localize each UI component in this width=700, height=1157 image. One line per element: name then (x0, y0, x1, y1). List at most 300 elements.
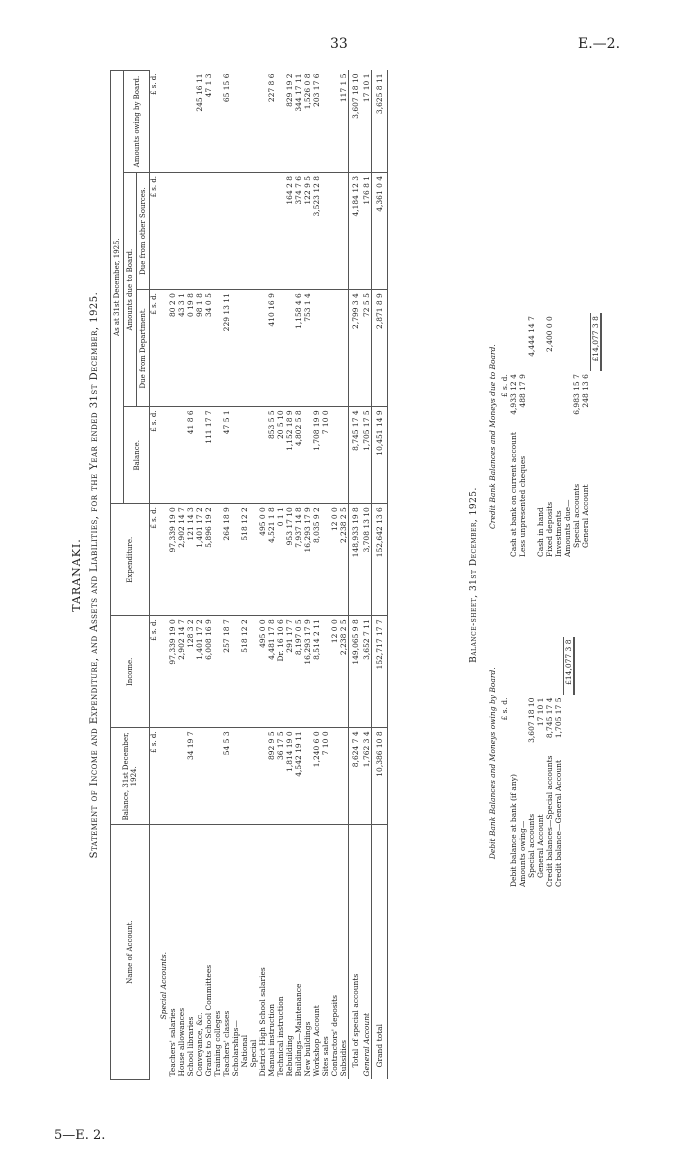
page-number: 33 (330, 36, 348, 52)
account-name: Buildings—Maintenance (294, 983, 303, 1077)
cell-other (240, 172, 249, 289)
table-row (222, 71, 231, 1080)
credit-total: £14,077 3 8 (590, 313, 601, 371)
balance-b (554, 637, 563, 695)
cell-income: 128 3 2 (186, 616, 195, 728)
cell-dept: 80 2 0 (168, 290, 177, 407)
cell-income: 2,902 14 7 (177, 616, 186, 728)
general-dept: 72 5 5 (362, 290, 372, 407)
account-name: Teachers' salaries (168, 1008, 177, 1077)
balance-b: 2,400 0 0 (545, 316, 554, 352)
account-name: Subsidies (339, 1039, 348, 1077)
balance-a: 1,705 17 5 (554, 697, 563, 739)
balance-label: Amounts owing— (518, 820, 527, 887)
cell-income: 257 18 7 (222, 616, 231, 728)
account-name: Special (249, 1039, 258, 1068)
balance-label: Amounts due— (563, 499, 572, 557)
total_special-dept: 2,799 3 4 (349, 290, 363, 407)
cell-bal: 41 8 6 (186, 407, 195, 504)
account-name: Teachers' classes (222, 1010, 231, 1077)
table-row (303, 71, 312, 1080)
debit-heading: Debit Bank Balances and Moneys owing by Board. (488, 667, 497, 860)
cell-b1924: 54 5 3 (222, 728, 231, 825)
balance-row (554, 637, 563, 890)
grand-income: 152,717 17 7 (372, 616, 388, 728)
cell-owing (186, 71, 195, 173)
cell-b1924 (258, 728, 267, 825)
cell-dept (240, 290, 249, 407)
col-as-at: As at 31st December, 1925. (111, 71, 124, 504)
cell-owing: 1,526 0 8 (303, 71, 312, 173)
balance-label: Fixed deposits (545, 501, 554, 557)
col-due-dept: Due from Department. (137, 290, 150, 407)
grand-row (372, 71, 388, 1080)
balance-a (554, 371, 563, 429)
section-header-row (159, 71, 168, 1080)
grand-exp: 152,642 13 6 (372, 504, 388, 616)
cell-b1924 (168, 728, 177, 825)
total_special-row (349, 71, 363, 1080)
general-owing: 17 10 1 (362, 71, 372, 173)
total_special-income: 149,065 9 8 (349, 616, 363, 728)
cell-dept: 753 1 4 (303, 290, 312, 407)
table-row (258, 71, 267, 1080)
cell-other (330, 172, 339, 289)
balance-label: Cash at bank on current account (509, 432, 518, 557)
cell-dept (258, 290, 267, 407)
cell-b1924 (177, 728, 186, 825)
table-row (294, 71, 303, 1080)
unit: £ s. d. (150, 71, 160, 173)
general-bal: 1,705 17 5 (362, 407, 372, 504)
account-name: New buildings (303, 1021, 312, 1077)
cell-dept (276, 290, 285, 407)
cell-owing (231, 71, 240, 173)
cell-exp: 0 1 1 (276, 504, 285, 616)
account-name: Workshop Account (312, 1005, 321, 1077)
table-row (339, 71, 349, 1080)
account-name: Scholarships— (231, 1020, 240, 1077)
balance-b (536, 313, 545, 371)
cell-exp: 97,339 19 0 (168, 504, 177, 616)
cell-owing (168, 71, 177, 173)
section-special: Special Accounts. (159, 952, 168, 1020)
cell-other (231, 172, 240, 289)
cell-dept (312, 290, 321, 407)
cell-other (195, 172, 204, 289)
total_special-other: 4,184 12 3 (349, 172, 363, 289)
cell-income: 16,293 17 9 (303, 616, 312, 728)
cell-income: 6,008 16 9 (204, 616, 213, 728)
account-name: Grants to School Committees (204, 964, 213, 1077)
col-expenditure: Expenditure. (111, 504, 150, 616)
cell-exp: 1,401 17 2 (195, 504, 204, 616)
grand-other: 4,361 0 4 (372, 172, 388, 289)
balance-a: 17 10 1 (536, 697, 545, 727)
col-name: Name of Account. (111, 825, 150, 1080)
col-balance: Balance. (124, 407, 150, 504)
units-row (150, 71, 160, 1080)
cell-dept: 410 16 9 (267, 290, 276, 407)
cell-exp (321, 504, 330, 616)
rotated-statement (50, 70, 650, 1080)
cell-dept: 0 19 8 (186, 290, 195, 407)
cell-owing (321, 71, 330, 173)
account-name: Training colleges (213, 1010, 222, 1077)
account-name: Sites sales (321, 1036, 330, 1077)
cell-b1924: 4,542 19 11 (294, 728, 303, 825)
balance-a (536, 371, 545, 429)
balance-label: Less unpresented cheques (518, 455, 527, 557)
table-row (285, 71, 294, 1080)
general-other: 176 8 1 (362, 172, 372, 289)
balance-b (518, 637, 527, 695)
cell-b1924 (339, 728, 349, 825)
cell-bal (330, 407, 339, 504)
cell-exp: 2,902 14 7 (177, 504, 186, 616)
cell-other (339, 172, 349, 289)
balance-row (572, 313, 581, 560)
cell-other (249, 172, 258, 289)
cell-dept: 34 0 5 (204, 290, 213, 407)
total_special-label: Total of special accounts (349, 825, 363, 1080)
cell-bal: 1,152 18 9 (285, 407, 294, 504)
cell-dept: 98 1 8 (195, 290, 204, 407)
balance-label: General Account (536, 814, 545, 878)
table-row (240, 71, 249, 1080)
table-row (177, 71, 186, 1080)
unit: £ s. d. (150, 504, 160, 616)
cell-dept (285, 290, 294, 407)
balance-b (509, 637, 518, 695)
cell-b1924 (303, 728, 312, 825)
cell-owing (240, 71, 249, 173)
cell-exp: 7,937 14 8 (294, 504, 303, 616)
cell-dept: 1,158 4 6 (294, 290, 303, 407)
col-balance-1924: Balance, 31st December, 1924. (111, 728, 150, 825)
cell-income: 291 17 7 (285, 616, 294, 728)
balance-row (527, 313, 536, 560)
cell-owing: 117 1 5 (339, 71, 349, 173)
cell-dept (339, 290, 349, 407)
balance-b (518, 313, 527, 371)
cell-bal (339, 407, 349, 504)
cell-bal (177, 407, 186, 504)
cell-b1924: 892 9 5 (267, 728, 276, 825)
balance-b (545, 637, 554, 695)
cell-owing: 829 19 2 (285, 71, 294, 173)
balance-a: 8,745 17 4 (545, 697, 554, 739)
cell-owing: 245 16 11 (195, 71, 204, 173)
grand-owing: 3,625 8 11 (372, 71, 388, 173)
cell-owing: 47 1 3 (204, 71, 213, 173)
cell-exp: 8,035 9 2 (312, 504, 321, 616)
total_special-b1924: 8,624 7 4 (349, 728, 363, 825)
balance-row (545, 313, 554, 560)
cell-exp: 4,521 1 8 (267, 504, 276, 616)
cell-other: 3,523 12 8 (312, 172, 321, 289)
cell-income: 2,238 2 5 (339, 616, 349, 728)
cell-bal (258, 407, 267, 504)
balance-row (554, 313, 563, 560)
credit-heading: Credit Bank Balances and Moneys due to Board. (488, 344, 497, 529)
unit: £ s. d. (150, 407, 160, 504)
balance-label (527, 429, 536, 560)
cell-bal: 4,802 5 8 (294, 407, 303, 504)
cell-b1924 (213, 728, 222, 825)
cell-other (258, 172, 267, 289)
balance-b (581, 313, 590, 371)
cell-b1924 (249, 728, 258, 825)
unit: £ s. d. (150, 728, 160, 825)
balance-row (509, 313, 518, 560)
total_special-bal: 8,745 17 4 (349, 407, 363, 504)
balance-row (527, 637, 536, 890)
balance-row (518, 637, 527, 890)
table-row (186, 71, 195, 1080)
account-name: Contractors' deposits (330, 995, 339, 1077)
cell-income: 12 0 0 (330, 616, 339, 728)
col-due-other: Due from other Sources. (137, 172, 150, 289)
cell-other (321, 172, 330, 289)
balance-label: Special accounts (527, 813, 536, 878)
cell-bal (249, 407, 258, 504)
account-name: Conveyance, &c. (195, 1012, 204, 1077)
debit-side (488, 637, 575, 890)
unit: £ s. d. (150, 616, 160, 728)
balance-a (518, 695, 527, 753)
general-exp: 3,708 13 10 (362, 504, 372, 616)
total_special-owing: 3,607 18 10 (349, 71, 363, 173)
balance-a: 248 13 6 (581, 374, 590, 408)
balance-label: General Account (581, 484, 590, 548)
cell-bal (168, 407, 177, 504)
cell-other (213, 172, 222, 289)
reference-code: E.—2. (578, 36, 621, 52)
balance-row (509, 637, 518, 890)
cell-b1924: 1,814 19 0 (285, 728, 294, 825)
grand-b1924: 10,386 10 8 (372, 728, 388, 825)
credit-side (488, 313, 602, 560)
balance-sheet-title: Balance-sheet, 31st December, 1925. (469, 487, 479, 663)
region-title: TARANAKI. (70, 538, 83, 612)
cell-b1924: 36 17 5 (276, 728, 285, 825)
grand-label: Grand total (372, 825, 388, 1080)
cell-exp: 518 12 2 (240, 504, 249, 616)
balance-label: Investments (554, 510, 563, 557)
account-name: House allowances (177, 1007, 186, 1077)
balance-b (554, 313, 563, 371)
account-name: District High School salaries (258, 967, 267, 1077)
balance-a: 6,983 15 7 (572, 374, 581, 415)
balance-row (545, 637, 554, 890)
table-row (213, 71, 222, 1080)
balance-label: Cash in hand (536, 507, 545, 557)
cell-exp (231, 504, 240, 616)
cell-income: 1,401 17 2 (195, 616, 204, 728)
cell-owing (249, 71, 258, 173)
cell-owing (177, 71, 186, 173)
grand-bal: 10,451 14 9 (372, 407, 388, 504)
balance-b (509, 313, 518, 371)
cell-dept (321, 290, 330, 407)
cell-exp: 495 0 0 (258, 504, 267, 616)
col-owing: Amounts owing by Board. (124, 71, 150, 173)
balance-label: Credit balances—Special accounts (545, 755, 554, 887)
cell-bal (240, 407, 249, 504)
cell-other (276, 172, 285, 289)
cell-dept (213, 290, 222, 407)
balance-b (572, 313, 581, 371)
balance-label: Special accounts (572, 483, 581, 548)
unit: £ s. d. (150, 290, 160, 407)
general-label: General Account (362, 1012, 371, 1077)
table-row (204, 71, 213, 1080)
balance-a: 3,607 18 10 (527, 697, 536, 743)
balance-label: Debit balance at bank (if any) (509, 774, 518, 887)
cell-b1924: 34 19 7 (186, 728, 195, 825)
general-b1924: 1,762 3 4 (362, 728, 372, 825)
balance-row (581, 313, 590, 560)
cell-dept: 229 13 11 (222, 290, 231, 407)
cell-income (321, 616, 330, 728)
cell-income (231, 616, 240, 728)
statement-title: Statement of Income and Expenditure, and Assets and Liabilities, for the Year ended 31st December, 1925. (89, 291, 100, 859)
cell-exp: 953 17 10 (285, 504, 294, 616)
balance-a (563, 371, 572, 429)
cell-exp: 264 18 9 (222, 504, 231, 616)
balance-row (518, 313, 527, 560)
statement-table (110, 70, 388, 1080)
cell-bal (213, 407, 222, 504)
cell-other (204, 172, 213, 289)
cell-owing (258, 71, 267, 173)
cell-exp: 5,896 19 2 (204, 504, 213, 616)
debit-total: £14,077 3 8 (563, 637, 574, 695)
unit: £ s. d. (500, 374, 509, 398)
balance-a (545, 371, 554, 429)
table-row (330, 71, 339, 1080)
cell-bal: 47 5 1 (222, 407, 231, 504)
cell-bal (231, 407, 240, 504)
col-income: Income. (111, 616, 150, 728)
cell-income: 518 12 2 (240, 616, 249, 728)
cell-dept: 43 3 1 (177, 290, 186, 407)
cell-exp: 16,293 17 9 (303, 504, 312, 616)
cell-bal: 20 5 10 (276, 407, 285, 504)
cell-b1924: 1,240 6 0 (312, 728, 321, 825)
account-name: Technical instruction (276, 996, 285, 1077)
account-name: Manual instruction (267, 1003, 276, 1077)
cell-b1924 (204, 728, 213, 825)
table-row (231, 71, 240, 1080)
account-name: School libraries (186, 1016, 195, 1077)
cell-other (186, 172, 195, 289)
balance-a (527, 371, 536, 429)
cell-bal: 1,708 19 9 (312, 407, 321, 504)
cell-income: Dr. 16 10 6 (276, 616, 285, 728)
cell-exp: 2,238 2 5 (339, 504, 349, 616)
cell-exp: 12 0 0 (330, 504, 339, 616)
col-due-to-board: Amounts due to Board. (124, 172, 137, 406)
cell-dept (249, 290, 258, 407)
balance-row (563, 313, 572, 560)
cell-exp (249, 504, 258, 616)
balance-row (536, 637, 545, 890)
cell-other (177, 172, 186, 289)
cell-owing: 344 17 11 (294, 71, 303, 173)
balance-row (536, 313, 545, 560)
cell-b1924 (240, 728, 249, 825)
cell-owing: 203 17 6 (312, 71, 321, 173)
balance-a: 488 17 9 (518, 374, 527, 408)
table-row (276, 71, 285, 1080)
table-row (312, 71, 321, 1080)
cell-b1924: 7 10 0 (321, 728, 330, 825)
cell-income: 8,514 2 11 (312, 616, 321, 728)
cell-b1924 (231, 728, 240, 825)
account-name: National (240, 1034, 249, 1068)
cell-income (249, 616, 258, 728)
cell-bal: 853 5 5 (267, 407, 276, 504)
cell-owing: 65 15 6 (222, 71, 231, 173)
cell-owing: 227 8 6 (267, 71, 276, 173)
balance-a: 4,933 12 4 (509, 374, 518, 415)
cell-bal (303, 407, 312, 504)
cell-exp: 121 14 3 (186, 504, 195, 616)
unit: £ s. d. (500, 697, 509, 721)
table-row (168, 71, 177, 1080)
table-row (195, 71, 204, 1080)
cell-owing (330, 71, 339, 173)
balance-b: 4,444 14 7 (527, 316, 536, 357)
cell-other: 122 9 5 (303, 172, 312, 289)
cell-bal (195, 407, 204, 504)
cell-owing (213, 71, 222, 173)
cell-income: 8,197 0 5 (294, 616, 303, 728)
cell-exp (213, 504, 222, 616)
table-row (249, 71, 258, 1080)
cell-other (168, 172, 177, 289)
cell-other (222, 172, 231, 289)
balance-b (536, 637, 545, 695)
cell-income: 97,339 19 0 (168, 616, 177, 728)
cell-other: 164 2 8 (285, 172, 294, 289)
cell-b1924 (330, 728, 339, 825)
balance-a (509, 695, 518, 753)
cell-bal: 7 10 0 (321, 407, 330, 504)
cell-dept (231, 290, 240, 407)
cell-bal: 111 17 7 (204, 407, 213, 504)
general-income: 3,652 7 11 (362, 616, 372, 728)
cell-other: 374 7 6 (294, 172, 303, 289)
total_special-exp: 148,933 19 8 (349, 504, 363, 616)
table-row (321, 71, 330, 1080)
cell-b1924 (195, 728, 204, 825)
footer-code: 5—E. 2. (54, 1128, 106, 1143)
cell-income: 4,481 17 8 (267, 616, 276, 728)
cell-owing (276, 71, 285, 173)
cell-dept (330, 290, 339, 407)
cell-other (267, 172, 276, 289)
account-name: Rebuilding (285, 1035, 294, 1077)
general-row (362, 71, 372, 1080)
balance-b (563, 313, 572, 371)
grand-dept: 2,871 8 9 (372, 290, 388, 407)
table-row (267, 71, 276, 1080)
cell-income: 495 0 0 (258, 616, 267, 728)
balance-b (527, 637, 536, 695)
